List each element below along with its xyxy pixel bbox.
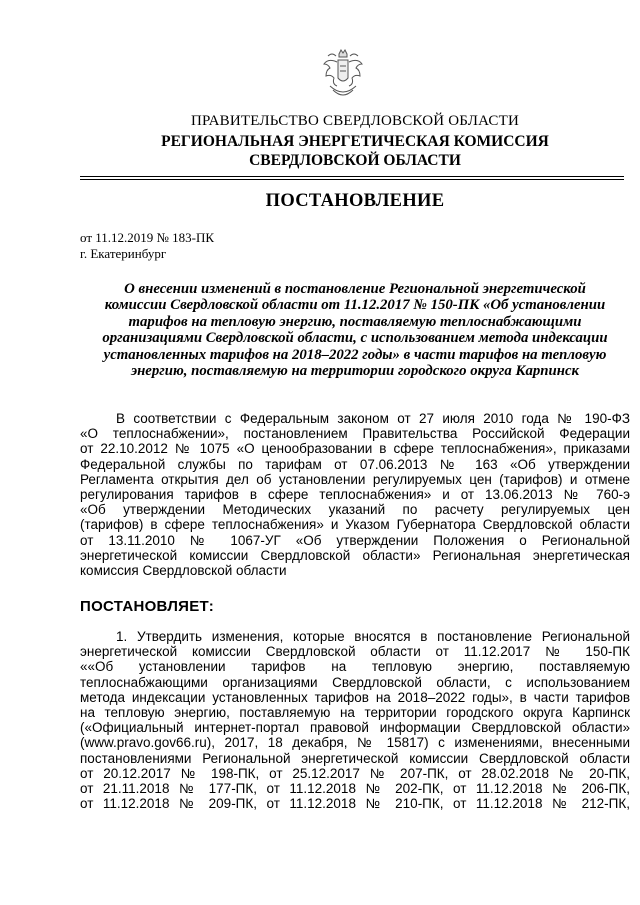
body-line: теплоснабжающими организациями Свердловской области, с использованием (80, 674, 630, 690)
title-line: тарифов на тепловую энергию, поставляемую теплоснабжающими (128, 313, 582, 330)
body-line: (тарифов) в сфере теплоснабжения» и Указом Губернатора Свердловской области (80, 517, 630, 533)
body-line: ««Об установлении тарифов на тепловую энергию, поставляемую (80, 659, 630, 675)
body-line: от 11.12.2018 № 209-ПК, от 11.12.2018 № 210-ПК, от 11.12.2018 № 212-ПК, (80, 796, 630, 812)
body-line: от 13.11.2010 № 1067-УГ «Об утверждении Положения о Региональной (80, 532, 630, 548)
body-line: Федеральной службы по тарифам от 07.06.2013 № 163 «Об утверждении (80, 456, 630, 472)
body-line: от 21.11.2018 № 177-ПК, от 11.12.2018 № 202-ПК, от 11.12.2018 № 206-ПК, (80, 781, 630, 797)
title-line: комиссии Свердловской области от 11.12.2017 № 150-ПК «Об установлении (104, 297, 606, 314)
body-line: Регламента открытия дел об установлении регулируемых цен (тарифов) и отмене (80, 471, 630, 487)
title-line: О внесении изменений в постановление Региональной энергетической (124, 281, 586, 297)
body-line: на тепловую энергию, поставляемую на территории городского округа Карпинск (80, 705, 630, 721)
title-line: установленных тарифов на 2018–2022 годы» в части тарифов на тепловую (103, 346, 607, 363)
body-line: от 22.10.2012 № 1075 «О ценообразовании в сфере теплоснабжения», приказами (80, 441, 630, 457)
body-line: энергетической комиссии Свердловской области от 11.12.2017 № 150-ПК (80, 644, 630, 660)
government-name: ПРАВИТЕЛЬСТВО СВЕРДЛОВСКОЙ ОБЛАСТИ (190, 113, 520, 129)
body-line: от 20.12.2017 № 198-ПК, от 25.12.2017 № 207-ПК, от 28.02.2018 № 20-ПК, (80, 765, 630, 781)
body-line: 1. Утвердить изменения, которые вносятся в постановление Региональной (116, 629, 630, 644)
commission-name-line2: СВЕРДЛОВСКОЙ ОБЛАСТИ (249, 152, 461, 169)
resolve-heading: ПОСТАНОВЛЯЕТ: (80, 598, 215, 615)
coat-of-arms-icon (318, 48, 368, 102)
header-divider (80, 176, 624, 177)
document-type: ПОСТАНОВЛЕНИЕ (265, 191, 445, 211)
document-date-number: от 11.12.2019 № 183-ПК (80, 230, 215, 245)
body-line: «О теплоснабжении», постановлением Правительства Российской Федерации (80, 426, 630, 442)
document-title (80, 281, 630, 379)
resolution-item-1 (80, 629, 630, 811)
body-line: энергетической комиссии Свердловской области» Региональная энергетическая (80, 547, 630, 563)
title-line: энергию, поставляемую на территории городского округа Карпинск (130, 363, 580, 380)
body-line: «Об утверждении Методических указаний по расчету регулируемых цен (80, 502, 630, 518)
body-line: регулирования тарифов в сфере теплоснабжения» и от 13.06.2013 № 760-э (80, 487, 630, 503)
body-line: комиссия Свердловской области (80, 563, 287, 579)
body-line: метода индексации установленных тарифов на 2018–2022 годы», в части тарифов (80, 689, 630, 705)
body-line: (www.pravo.gov66.ru), 2017, 18 декабря, № 15817) с изменениями, внесенными (80, 735, 630, 751)
body-line: («Официальный интернет-портал правовой информации Свердловской области» (80, 720, 630, 736)
body-line: постановлениями Региональной энергетической комиссии Свердловской области (80, 750, 630, 766)
document-city: г. Екатеринбург (80, 246, 167, 261)
header-divider-thin (80, 179, 624, 180)
preamble-paragraph (80, 411, 630, 578)
commission-name-line1: РЕГИОНАЛЬНАЯ ЭНЕРГЕТИЧЕСКАЯ КОМИССИЯ (161, 133, 549, 150)
title-line: организациями Свердловской области, с использованием метода индексации (102, 330, 608, 347)
body-line: В соответствии с Федеральным законом от 27 июля 2010 года № 190-ФЗ (116, 411, 630, 426)
